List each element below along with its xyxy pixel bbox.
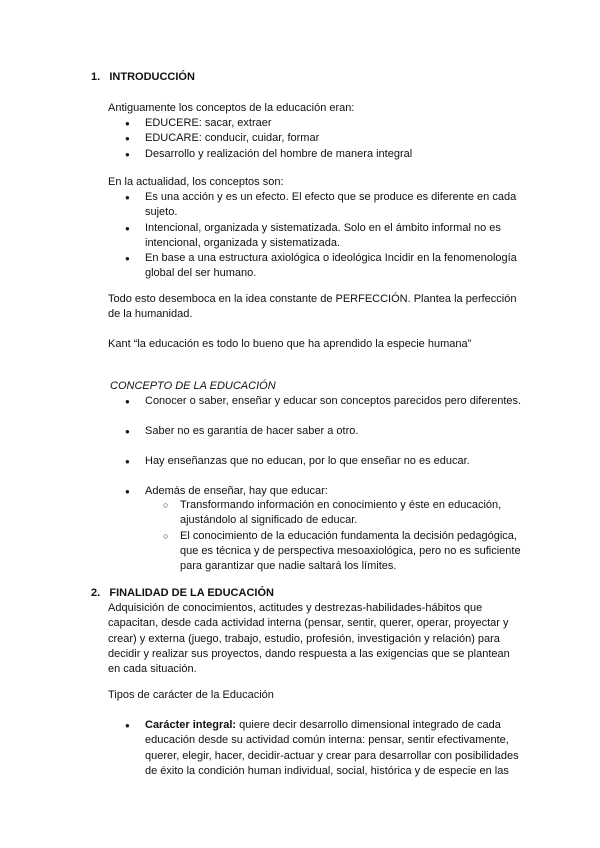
section-2-heading bbox=[91, 586, 274, 601]
section-1-heading bbox=[91, 70, 195, 85]
section-2-number: 2. bbox=[91, 587, 101, 599]
intro-old-text: Antiguamente los conceptos de la educación eran: bbox=[108, 102, 355, 114]
list-item: ● Hay enseñanzas que no educan, por lo que enseñar no es educar. bbox=[145, 454, 545, 484]
concept-subtitle: CONCEPTO DE LA EDUCACIÓN bbox=[110, 380, 276, 392]
types-title: Tipos de carácter de la Educación bbox=[108, 689, 274, 701]
list-item: ● Es una acción y es un efecto. El efecto que se produce es diferente en cada sujeto. bbox=[145, 190, 545, 221]
list-item: ● Desarrollo y realización del hombre de manera integral bbox=[145, 147, 412, 162]
list-item: ● EDUCARE: conducir, cuidar, formar bbox=[145, 131, 412, 146]
list-item: ● EDUCERE: sacar, extraer bbox=[145, 116, 412, 131]
types-list bbox=[145, 718, 545, 779]
list-item: ○ Transformando información en conocimiento y éste en educación, ajustándolo al significado de educar. bbox=[180, 498, 540, 529]
list-item: ● Además de enseñar, hay que educar: bbox=[145, 484, 545, 499]
new-concepts-list bbox=[145, 190, 545, 282]
list-item: ● En base a una estructura axiológica o ideológica Incidir en la fenomenología global del ser humano. bbox=[145, 251, 545, 282]
section-1-number: 1. bbox=[91, 71, 101, 83]
intro-new-text: En la actualidad, los conceptos son: bbox=[108, 176, 284, 188]
old-concepts-list bbox=[145, 116, 412, 162]
kant-quote: Kant “la educación es todo lo bueno que ha aprendido la especie humana” bbox=[108, 338, 472, 350]
perfection-paragraph: Todo esto desemboca en la idea constante de PERFECCIÓN. Plantea la perfección de la humanidad. bbox=[108, 293, 517, 321]
list-item: ● Conocer o saber, enseñar y educar son conceptos parecidos pero diferentes. bbox=[145, 394, 545, 424]
list-item: ○ El conocimiento de la educación fundamenta la decisión pedagógica, que es técnica y de perspectiva mesoaxiológica, pero no es suficiente para garantizar que nadie saltará los límites. bbox=[180, 529, 540, 575]
section-1-title: INTRODUCCIÓN bbox=[109, 71, 195, 83]
purpose-paragraph: Adquisición de conocimientos, actitudes y destrezas-habilidades-hábitos que capacitan, desde cada actividad interna (pensar, sentir, querer, operar, proyectar y crear) y externa (juego, trabajo, estudio, profesión, investigación y relación) para decidir y realizar sus proyectos, dando respuesta a las exigencias que se plantean en cada situación. bbox=[108, 602, 510, 676]
list-item: ● Carácter integral: quiere decir desarrollo dimensional integrado de cada educación desde su actividad común interna: pensar, sentir efectivamente, querer, elegir, hacer, decidir-actuar y crear para desarrollar con posibilidades de éxito la condición human individual, social, histórica y de especie en las bbox=[145, 718, 545, 779]
concept-list bbox=[145, 394, 545, 499]
integral-label: Carácter integral: bbox=[145, 719, 237, 731]
list-item: ● Saber no es garantía de hacer saber a otro. bbox=[145, 424, 545, 454]
concept-sub-list bbox=[180, 498, 540, 574]
list-item: ● Intencional, organizada y sistematizada. Solo en el ámbito informal no es intencional, organizada y sistematizada. bbox=[145, 221, 545, 252]
section-2-title: FINALIDAD DE LA EDUCACIÓN bbox=[109, 587, 274, 599]
